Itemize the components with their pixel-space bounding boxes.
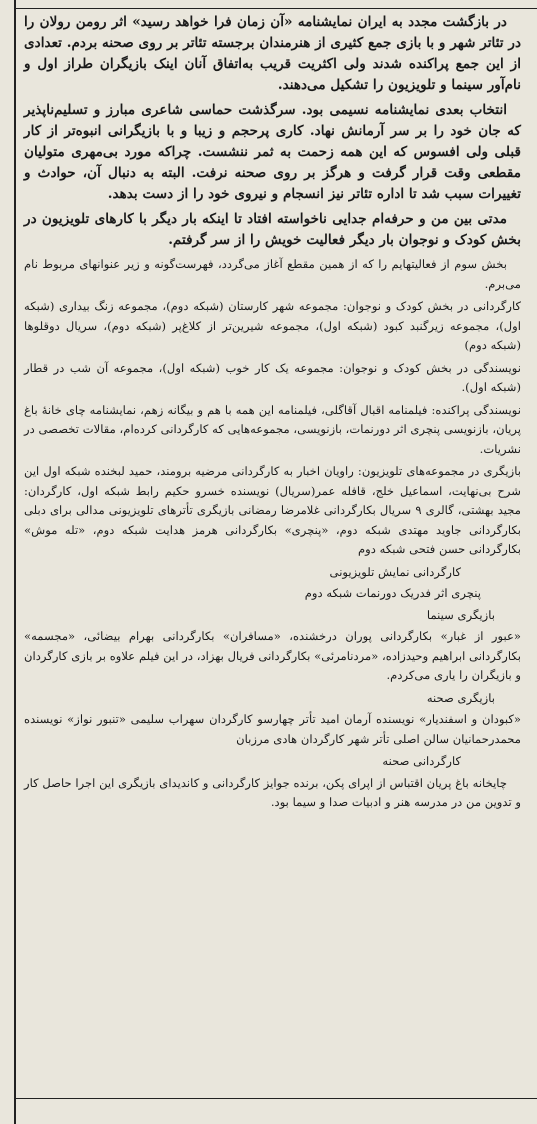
tv-directing-item: پنچری اثر فدریک دورنمات شبکه دوم	[304, 586, 481, 600]
column-border-top	[14, 0, 537, 9]
stage-directing-heading: کارگردانی صحنه	[382, 754, 461, 768]
tv-acting-paragraph: بازیگری در مجموعه‌های تلویزیون: راویان اخبار به کارگردانی مرضیه برومند، حمید لبخنده شبکه اول این شرح بی‌نهایت، اسماعیل خلج، قافله عمر(سریال) نویسنده خسرو حکیم رابط شبکه اول، کارگردان: مجید بهشتی، گالری ۹ سریال بکارگردانی غلامرضا رمضانی بازیگری تأترهای تلویزیونی مدالی برای دبلی بکارگردانی جاوید مهتدی شبکه دوم، «پنچری» بکارگردانی هرمز هدایت شبکه دوم، «تله موش» بکارگردانی حسن فتحی شبکه دوم	[24, 464, 521, 556]
cinema-heading: بازیگری سینما	[426, 607, 495, 622]
misc-writing-paragraph: نویسندگی پراکنده: فیلمنامه اقبال آقاگلی، فیلمنامه این همه با هم و بیگانه زهم، نمایشنامه چای خانهٔ باغ پریان، بازنویسی پنچری اثر دورنمات، بازنویسی، مجموعه‌هایی که کارگردانی کرده‌ام، مقالات تخصصی در نشریات.	[24, 402, 521, 456]
column-border-left	[0, 0, 16, 1124]
cinema-paragraph: «عبور از غبار» بکارگردانی پوران درخشنده، «مسافران» بکارگردانی بهرام بیضائی، «مجسمه» بکارگردانی ابراهیم وحیدزاده، «مردنامرئی» بکارگردانی فریال بهزاد، در این فیلم علاوه بر بازی کارگردان و بازیگران را یاری می‌کردم.	[24, 629, 521, 682]
column-border-bottom	[14, 1098, 537, 1099]
stage-directing-paragraph: چایخانه باغ پریان اقتباس از اپرای پکن، برنده جوایز کارگردانی و کاندیدای بازیگری این اجرا حاصل کار و تدوین من در مدرسه هنر و ادبیات صدا و سیما بود.	[24, 775, 521, 809]
article-body	[24, 12, 521, 816]
bold-paragraph-nasimi: انتخاب بعدی نمایشنامه نسیمی بود. سرگذشت حماسی شاعری مبارز و تسلیم‌ناپذیر که جان خود را بر سر آرمانش نهاد. کاری پرحجم و زیبا و با بازیگرانی انبوه‌تر از کار قبلی ولی افسوس که این همه زحمت به ثمر ننشست. چراکه مورد بی‌مهری متولیان مقطعی وقت قرار گرفت و هرگز بر روی صحنه نرفت. البته به دنبال آن، حوادث و تغییرات سبب شد تا اداره تئاتر نیز انسجام و نیروی خود را از دست بدهد.	[24, 102, 521, 202]
bold-paragraph-television: مدتی بین من و حرفه‌ام جدایی ناخواسته افتاد تا اینکه بار دیگر با کارهای تلویزیون در بخش کودک و نوجوان بار دیگر فعالیت خویش را از سر گرفتم.	[24, 211, 521, 248]
tv-directing-heading: کارگردانی نمایش تلویزیونی	[329, 564, 461, 579]
stage-acting-paragraph: «کبودان و اسفندیار» نویسنده آرمان امید تأتر چهارسو کارگردان سهراب سلیمی «تنبور نواز» نویسنده محمدرحمانیان سالن اصلی تأتر شهر کارگردان هادی مرزبان	[24, 712, 521, 746]
intro-paragraph: بخش سوم از فعالیتهایم را که از همین مقطع آغاز می‌گردد، فهرست‌گونه و زیر عنوانهای مربوط نام می‌برم.	[24, 257, 521, 291]
tv-kids-directing-paragraph: کارگردانی در بخش کودک و نوجوان: مجموعه شهر کارستان (شبکه دوم)، مجموعه زنگ بیداری (شبکه اول)، مجموعه زیرگنبد کبود (شبکه اول)، مجموعه شیرین‌تر از کلاغ‌پر (شبکه دوم)، سریال دوقلوها (شبکه دوم)	[24, 299, 521, 352]
bold-paragraph-return: در بازگشت مجدد به ایران نمایشنامه «آن زمان فرا خواهد رسید» اثر رومن رولان را در تئاتر شهر و با بازی جمع کثیری از هنرمندان برجسته تئاتر بر روی صحنه بردم. تعدادی از این جمع پراکنده شدند ولی اکثریت قریب به‌اتفاق آنان اینک بازیگران طراز اول و نام‌آور سینما و تلویزیون را تشکیل می‌دهند.	[24, 14, 521, 93]
stage-acting-heading: بازیگری صحنه	[426, 690, 495, 705]
tv-kids-writing-paragraph: نویسندگی در بخش کودک و نوجوان: مجموعه یک کار خوب (شبکه اول)، مجموعه آن شب در قطار (شبکه اول).	[24, 360, 521, 394]
